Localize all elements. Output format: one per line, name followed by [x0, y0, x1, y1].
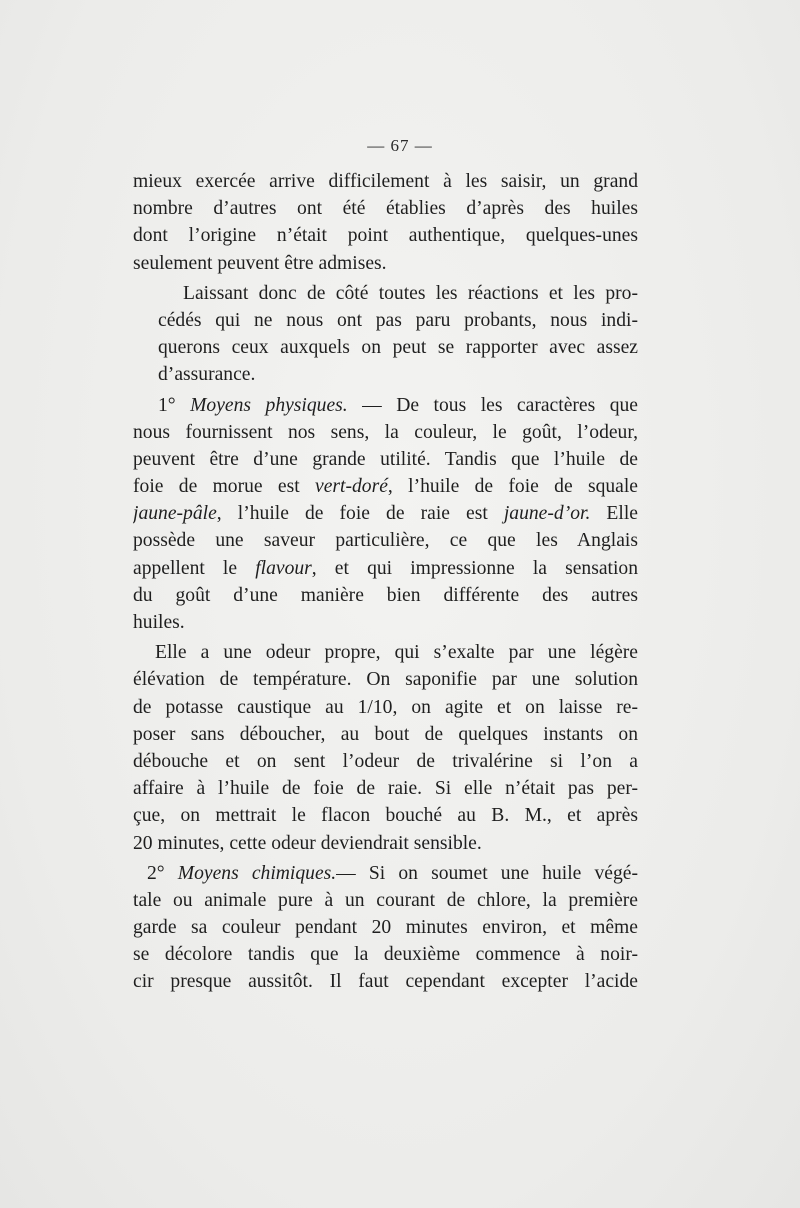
- paragraph-5: [133, 860, 638, 996]
- text-line: huiles.: [133, 612, 185, 633]
- page-number: — 67 —: [367, 136, 433, 155]
- text-line: d’assurance.: [158, 364, 256, 386]
- italic-phrase: Moyens chimiques.: [177, 862, 337, 884]
- text-line: jaune-pâle, l’huile de foie de raie est jaune-d’or. Elle: [133, 503, 638, 525]
- text-line: de potasse caustique au 1/10, on agite et on laisse re-: [133, 696, 638, 718]
- text-line: Laissant donc de côté toutes les réactions et les pro-: [183, 282, 638, 304]
- text-line: querons ceux auxquels on peut se rapporter avec assez: [158, 337, 638, 359]
- text-line: mieux exercée arrive difficilement à les saisir, un grand: [133, 171, 638, 192]
- text-line: dont l’origine n’était point authentique, quelques-unes: [133, 225, 638, 247]
- italic-phrase: jaune-pâle: [133, 503, 217, 525]
- paragraph-3: [133, 392, 638, 637]
- text-line: peuvent être d’une grande utilité. Tandis que l’huile de: [133, 448, 638, 470]
- italic-phrase: flavour: [255, 557, 312, 579]
- text-line: poser sans déboucher, au bout de quelques instants on: [133, 723, 638, 745]
- text-line: 2° Moyens chimiques.— Si on soumet une huile végé-: [147, 862, 638, 884]
- text-line: çue, on mettrait le flacon bouché au B. M., et après: [133, 805, 638, 827]
- text-line: débouche et on sent l’odeur de trivalérine si l’on a: [133, 750, 638, 772]
- italic-phrase: vert-doré: [315, 476, 388, 498]
- paragraph-4: [133, 639, 638, 857]
- paragraph-1: [133, 168, 638, 277]
- text-line: foie de morue est vert-doré, l’huile de foie de squale: [133, 476, 638, 498]
- italic-phrase: jaune-d’or.: [503, 503, 591, 525]
- text-line: appellent le flavour, et qui impressionne la sensation: [133, 557, 638, 579]
- text-line: tale ou animale pure à un courant de chlore, la première: [133, 889, 638, 911]
- text-line: Elle a une odeur propre, qui s’exalte par une légère: [155, 642, 638, 664]
- text-line: nous fournissent nos sens, la couleur, le goût, l’odeur,: [133, 421, 638, 443]
- text-line: cédés qui ne nous ont pas paru probants, nous indi-: [158, 309, 638, 331]
- paragraph-2: [133, 280, 638, 389]
- text-line: 20 minutes, cette odeur deviendrait sensible.: [133, 832, 482, 854]
- text-line: du goût d’une manière bien différente des autres: [133, 584, 638, 606]
- body-text: [133, 168, 638, 996]
- text-line: possède une saveur particulière, ce que les Anglais: [133, 530, 638, 552]
- text-line: cir presque aussitôt. Il faut cependant excepter l’acide: [133, 971, 638, 993]
- text-line: 1° Moyens physiques. — De tous les caractères que: [158, 394, 638, 416]
- text-line: seulement peuvent être admises.: [133, 252, 387, 274]
- italic-phrase: Moyens physiques.: [190, 394, 348, 416]
- text-line: affaire à l’huile de foie de raie. Si elle n’était pas per-: [133, 778, 638, 800]
- text-line: garde sa couleur pendant 20 minutes environ, et même: [133, 917, 638, 939]
- text-line: nombre d’autres ont été établies d’après des huiles: [133, 198, 638, 220]
- text-line: élévation de température. On saponifie par une solution: [133, 669, 638, 691]
- text-line: se décolore tandis que la deuxième commence à noir-: [133, 944, 638, 966]
